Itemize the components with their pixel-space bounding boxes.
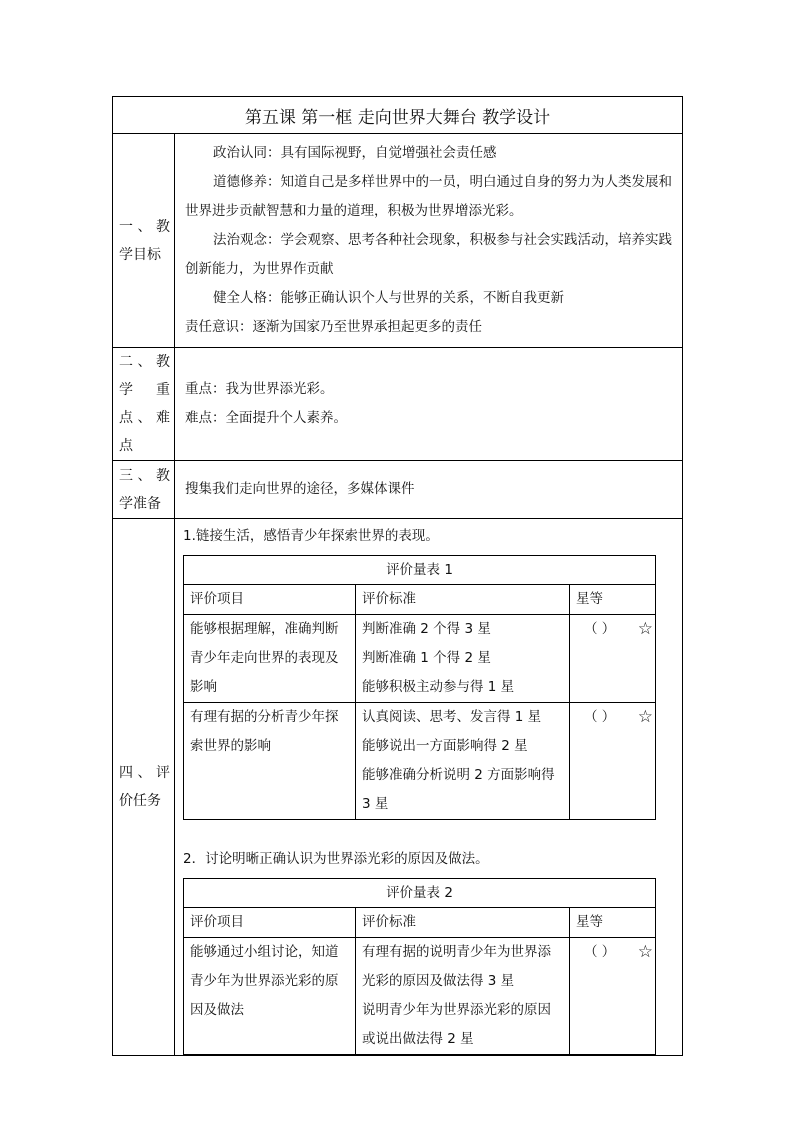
star-rating-cell[interactable]: [570, 703, 656, 820]
key-points-content: [175, 348, 683, 461]
criteria-line: 能够积极主动参与得 1 星: [362, 679, 515, 695]
objective-personality: 健全人格：能够正确认识个人与世界的关系，不断自我更新: [213, 290, 564, 306]
criteria-line: 有理有据的说明青少年为世界添光彩的原因及做法得 3 星: [362, 944, 551, 989]
eval-item: 能够通过小组讨论，知道青少年为世界添光彩的原因及做法: [184, 938, 356, 1055]
criteria-line: 说明青少年为世界添光彩的原因或说出做法得 2 星: [362, 1002, 551, 1047]
header-stars: 星等: [570, 585, 656, 615]
star-rating-cell[interactable]: [570, 938, 656, 1055]
eval-item: 能够根据理解，准确判断青少年走向世界的表现及影响: [184, 615, 356, 703]
header-item: 评价项目: [184, 585, 356, 615]
criteria-line: 能够说出一方面影响得 2 星: [362, 738, 528, 754]
eval-criteria: [356, 938, 570, 1055]
eval-criteria: [356, 615, 570, 703]
preparation-label: 三、教学准备: [113, 461, 175, 519]
eval-table-1-caption: 评价量表 1: [184, 556, 656, 585]
eval-item: 有理有据的分析青少年探索世界的影响: [184, 703, 356, 820]
key-points-label: 二、教学重点、难点: [113, 348, 175, 461]
eval-criteria: [356, 703, 570, 820]
task1-title: 1.链接生活，感悟青少年探索世界的表现。: [183, 528, 439, 544]
star-icon: ☆: [637, 619, 654, 639]
objective-responsibility: 责任意识：逐渐为国家乃至世界承担起更多的责任: [185, 319, 482, 335]
objective-legal: 法治观念：学会观察、思考各种社会现象，积极参与社会实践活动，培养实践创新能力，为世界作贡献: [185, 232, 672, 277]
header-criteria: 评价标准: [356, 908, 570, 938]
difficulty-text: 难点：全面提升个人素养。: [185, 410, 347, 426]
tasks-content: [175, 519, 683, 1056]
star-icon: ☆: [637, 707, 654, 727]
star-rating-cell[interactable]: [570, 615, 656, 703]
objective-political: 政治认同：具有国际视野，自觉增强社会责任感: [213, 145, 497, 161]
objectives-content: [175, 134, 683, 348]
objectives-label: 一、教学目标: [113, 134, 175, 348]
tasks-label: 四、评价任务: [113, 519, 175, 1056]
criteria-line: 判断准确 2 个得 3 星: [362, 621, 491, 637]
lesson-plan-table: [112, 96, 683, 1056]
criteria-line: 能够准确分析说明 2 方面影响得 3 星: [362, 767, 555, 812]
rating-blank[interactable]: （ ）: [584, 944, 616, 960]
header-stars: 星等: [570, 908, 656, 938]
rating-blank[interactable]: （ ）: [584, 709, 616, 725]
criteria-line: 判断准确 1 个得 2 星: [362, 650, 491, 666]
header-criteria: 评价标准: [356, 585, 570, 615]
page-title: 第五课 第一框 走向世界大舞台 教学设计: [113, 97, 683, 134]
rating-blank[interactable]: （ ）: [584, 621, 616, 637]
focus-text: 重点：我为世界添光彩。: [185, 381, 334, 397]
preparation-text: 搜集我们走向世界的途径，多媒体课件: [175, 461, 683, 519]
eval-table-2-caption: 评价量表 2: [184, 879, 656, 908]
lesson-plan-page: [112, 96, 682, 1047]
star-icon: ☆: [637, 942, 654, 962]
eval-table-2: [183, 878, 656, 1055]
criteria-line: 认真阅读、思考、发言得 1 星: [362, 709, 542, 725]
eval-table-1: [183, 555, 656, 820]
task2-title: 2．讨论明晰正确认识为世界添光彩的原因及做法。: [183, 851, 489, 867]
objective-moral: 道德修养：知道自己是多样世界中的一员，明白通过自身的努力为人类发展和世界进步贡献智慧和力量的道理，积极为世界增添光彩。: [185, 174, 672, 219]
header-item: 评价项目: [184, 908, 356, 938]
